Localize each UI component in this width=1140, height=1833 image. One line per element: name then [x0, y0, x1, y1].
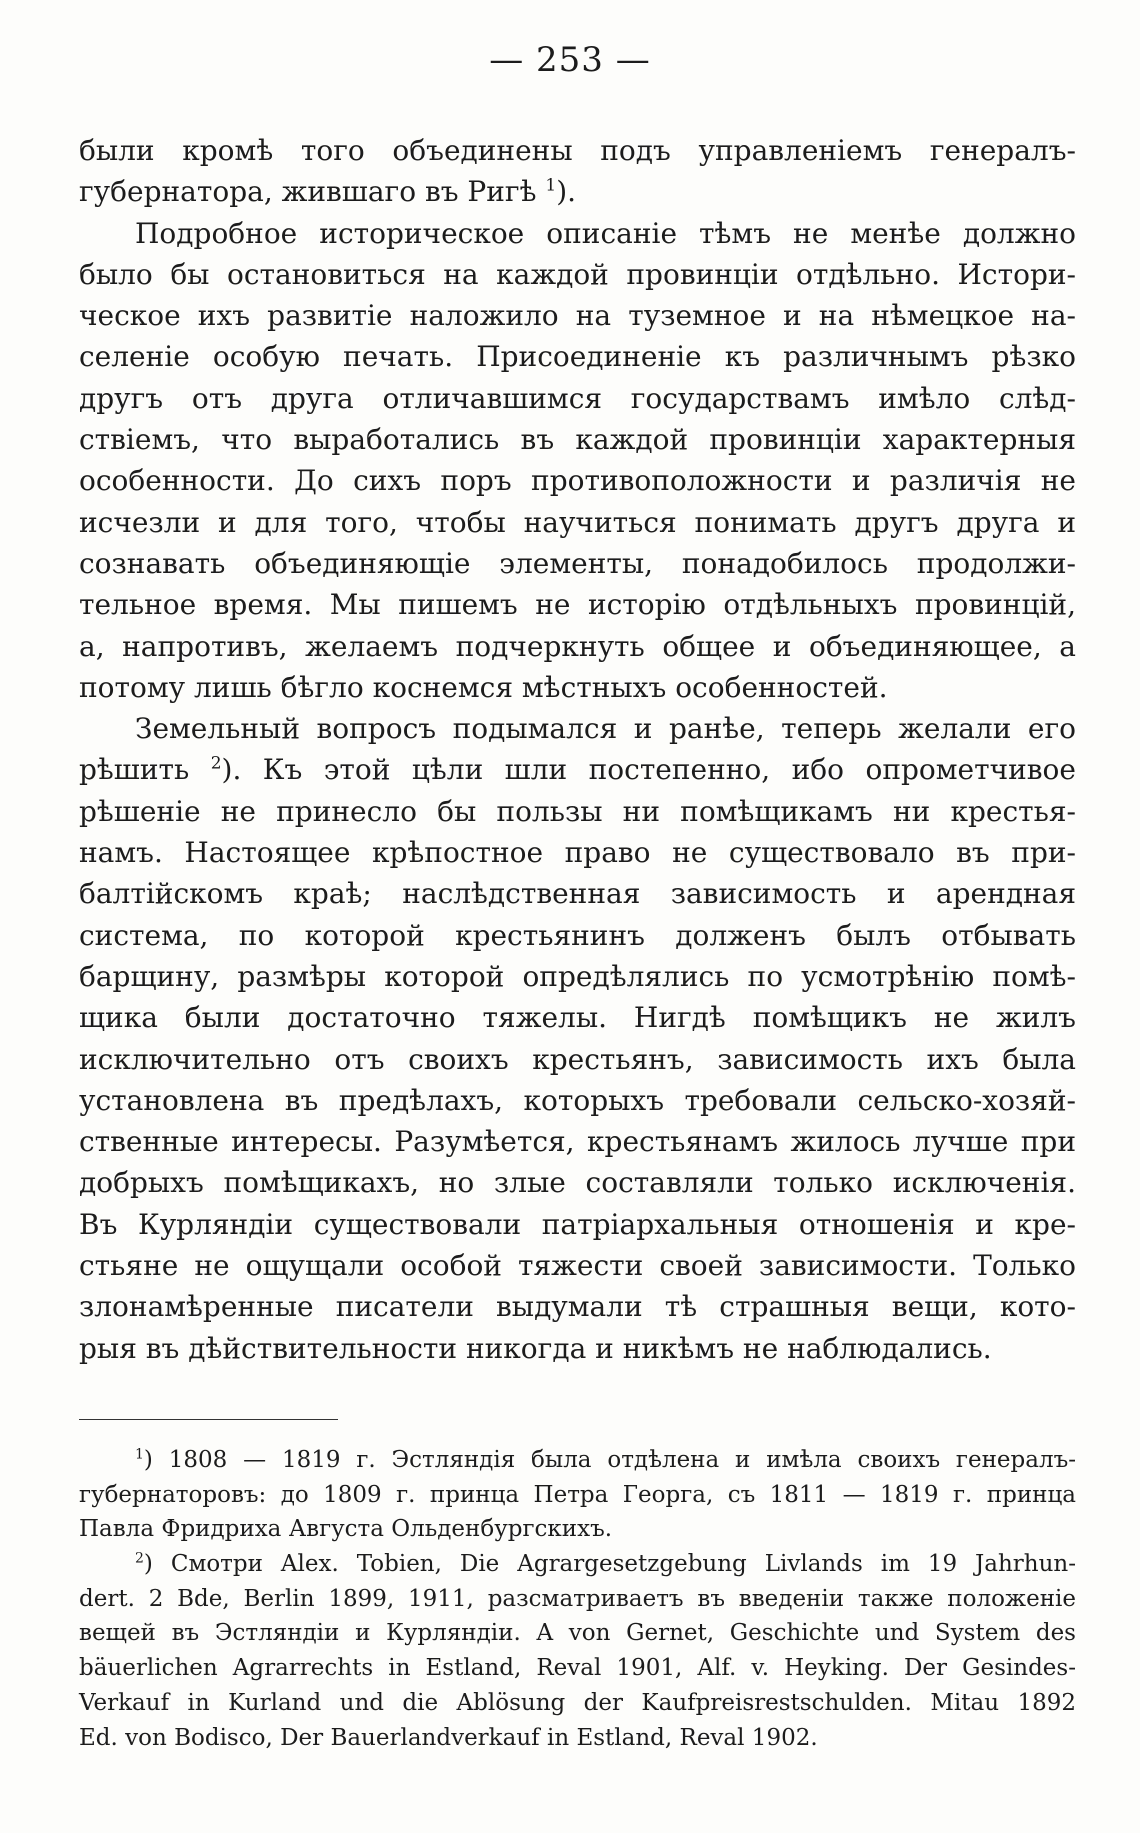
text-line: исключительно отъ своихъ крестьянъ, зависимость ихъ была: [79, 1042, 1076, 1076]
text-line: Подробное историческое описаніе тѣмъ не менѣе должно: [135, 216, 1076, 250]
text-line: ческое ихъ развитіе наложило на туземное и на нѣмецкое на-: [79, 299, 1076, 333]
footnote-line: Павла Фридриха Августа Ольденбургскихъ.: [79, 1516, 613, 1543]
text-line: были кромѣ того объединены подъ управленіемъ генералъ-: [79, 134, 1076, 167]
footnote-line: bäuerlichen Agrarrechts in Estland, Reval 1901, Alf. v. Heyking. Der Gesindes-: [79, 1655, 1076, 1682]
text-line: Земельный вопросъ подымался и ранѣе, теперь желали его: [135, 712, 1076, 746]
text-line: другъ отъ друга отличавшимся государствамъ имѣло слѣд-: [79, 381, 1076, 415]
text-line: добрыхъ помѣщикахъ, но злые составляли только исключенія.: [79, 1166, 1076, 1200]
footnote-line: $^1$) 1808 — 1819 г. Эстляндія была отдѣлена и имѣла своихъ генералъ-: [135, 1446, 1076, 1473]
text-line: рыя въ дѣйствительности никогда и никѣмъ не наблюдались.: [79, 1331, 992, 1365]
text-line: Въ Курляндіи существовали патріархальныя отношенія и кре-: [79, 1207, 1076, 1241]
text-line: исчезли и для того, чтобы научиться понимать другъ друга и: [79, 505, 1076, 539]
text-line: а, напротивъ, желаемъ подчеркнуть общее и объединяющее, а: [79, 629, 1076, 663]
text-line: рѣшеніе не принесло бы пользы ни помѣщикамъ ни крестья-: [79, 794, 1076, 828]
text-line: селеніе особую печать. Присоединеніе къ различнымъ рѣзко: [79, 340, 1076, 374]
text-line: тельное время. Мы пишемъ не исторію отдѣльныхъ провинцій,: [79, 588, 1076, 622]
text-line: рѣшить $^2$). Къ этой цѣли шли постепенно, ибо опрометчивое: [79, 753, 1076, 787]
footnote-marker: 1: [135, 1446, 144, 1463]
footnote-ref: 2: [210, 754, 222, 775]
text-line: ственные интересы. Разумѣется, крестьянамъ жилось лучше при: [79, 1125, 1076, 1159]
footnote-line: Verkauf in Kurland und die Ablösung der Kaufpreisrestschulden. Mitau 1892: [79, 1689, 1076, 1716]
footnote-marker: 2: [135, 1550, 144, 1567]
footnote-line: вещей въ Эстляндіи и Курляндіи. A von Gernet, Geschichte und System des: [79, 1620, 1076, 1647]
text-line: барщину, размѣры которой опредѣлялись по усмотрѣнію помѣ-: [79, 959, 1076, 993]
footnote-ref: 1: [545, 175, 557, 196]
footnote-divider: [79, 1419, 338, 1420]
text-line: система, по которой крестьянинъ долженъ былъ отбывать: [79, 918, 1076, 952]
text-line: губернатора, жившаго въ Ригѣ $^1$).: [79, 175, 577, 209]
footnotes: [79, 1443, 1076, 1755]
text-line: стьяне не ощущали особой тяжести своей зависимости. Только: [79, 1249, 1076, 1283]
text-line: сознавать объединяющіе элементы, понадобилось продолжи-: [79, 546, 1076, 580]
footnote-line: dert. 2 Bde, Berlin 1899, 1911, разсматриваетъ въ введеніи также положеніе: [79, 1585, 1076, 1612]
text-line: потому лишь бѣгло коснемся мѣстныхъ особенностей.: [79, 670, 888, 704]
text-line: намъ. Настоящее крѣпостное право не существовало въ при-: [79, 836, 1076, 870]
text-line: балтійскомъ краѣ; наслѣдственная зависимость и арендная: [79, 877, 1076, 911]
footnote-line: $^2$) Смотри Alex. Tobien, Die Agrargesetzgebung Livlands im 19 Jahrhun-: [135, 1550, 1076, 1578]
body-text: [79, 130, 1076, 1369]
text-line: особенности. До сихъ поръ противоположности и различія не: [79, 464, 1076, 498]
text-line: было бы остановиться на каждой провинціи отдѣльно. Истори-: [79, 257, 1076, 291]
footnote-line: Ed. von Bodisco, Der Bauerlandverkauf in Estland, Reval 1902.: [79, 1724, 818, 1751]
page-number: — 253 —: [489, 40, 651, 80]
footnote-line: губернаторовъ: до 1809 г. принца Петра Георга, съ 1811 — 1819 г. принца: [79, 1481, 1076, 1508]
text-line: злонамѣренные писатели выдумали тѣ страшныя вещи, кото-: [79, 1290, 1076, 1324]
text-line: установлена въ предѣлахъ, которыхъ требовали сельско-хозяй-: [79, 1083, 1076, 1117]
text-line: ствіемъ, что выработались въ каждой провинціи характерныя: [79, 423, 1076, 457]
text-line: щика были достаточно тяжелы. Нигдѣ помѣщикъ не жилъ: [79, 1001, 1076, 1035]
